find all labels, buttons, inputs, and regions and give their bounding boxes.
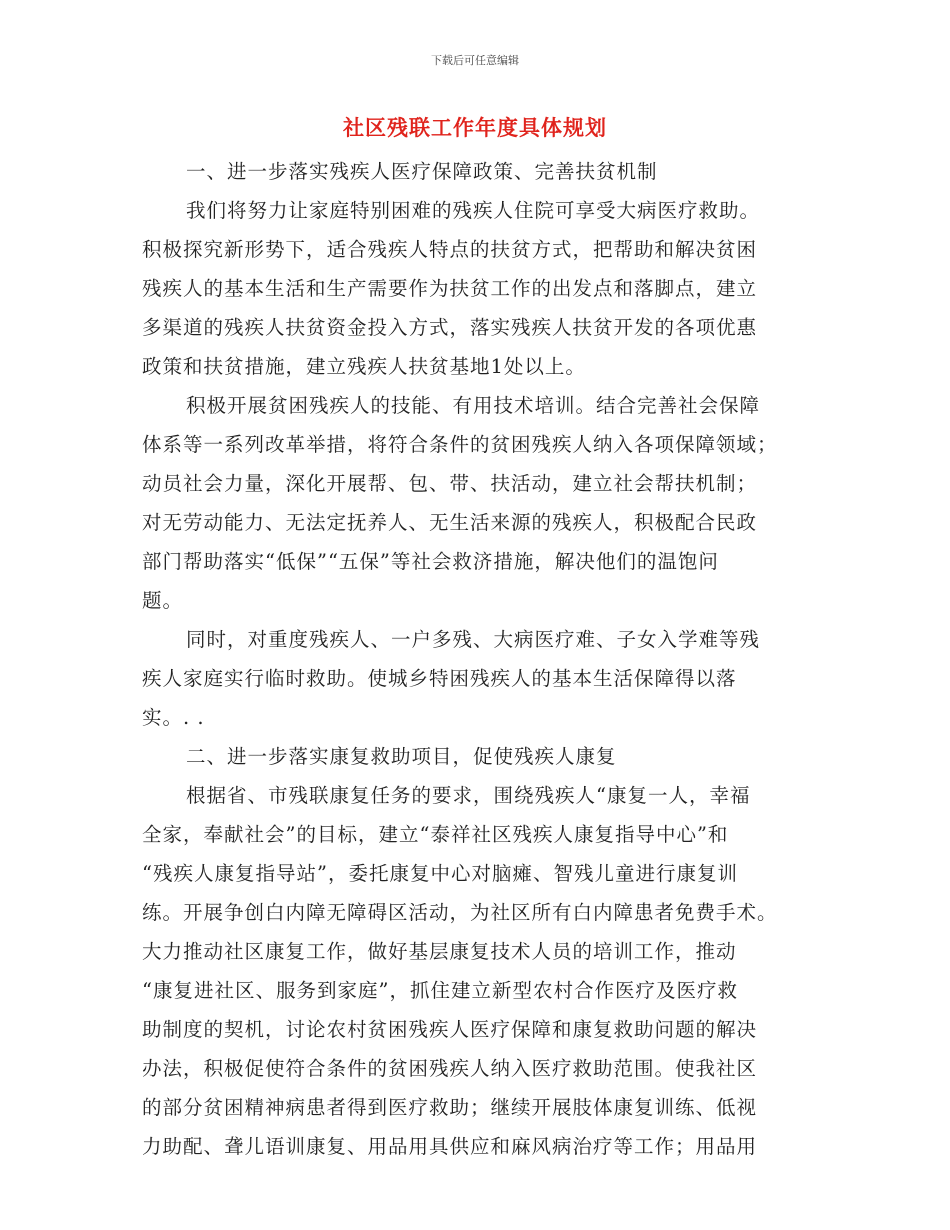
text-line: 一、进一步落实残疾人医疗保障政策、完善扶贫机制 — [186, 160, 658, 183]
text-line: 积极开展贫困残疾人的技能、有用技术培训。结合完善社会保障 — [186, 394, 761, 417]
text-line: 全家，奉献社会”的目标，建立“泰祥社区残疾人康复指导中心”和 — [142, 823, 729, 846]
text-line: 力助配、聋儿语训康复、用品用具供应和麻风病治疗等工作；用品用 — [142, 1135, 758, 1158]
text-line: 体系等一系列改革举措，将符合条件的贫困残疾人纳入各项保障领域； — [142, 433, 778, 456]
text-line: 练。开展争创白内障无障碍区活动，为社区所有白内障患者免费手术。 — [142, 901, 778, 924]
text-line: 的部分贫困精神病患者得到医疗救助；继续开展肢体康复训练、低视 — [142, 1096, 758, 1119]
text-line: 积极探究新形势下，适合残疾人特点的扶贫方式，把帮助和解决贫困 — [142, 238, 758, 261]
text-line: 同时，对重度残疾人、一户多残、大病医疗难、子女入学难等残 — [186, 628, 761, 651]
document-title: 社区残联工作年度具体规划 — [343, 116, 607, 140]
text-line: 我们将努力让家庭特别困难的残疾人住院可享受大病医疗救助。 — [186, 199, 761, 222]
text-line: 动员社会力量，深化开展帮、包、带、扶活动，建立社会帮扶机制； — [142, 472, 758, 495]
text-line: 对无劳动能力、无法定抚养人、无生活来源的残疾人，积极配合民政 — [142, 511, 758, 534]
text-line: 二、进一步落实康复救助项目，促使残疾人康复 — [186, 745, 617, 768]
text-line: 大力推动社区康复工作，做好基层康复技术人员的培训工作，推动 — [142, 940, 737, 963]
text-line: 根据省、市残联康复任务的要求，围绕残疾人“康复一人，幸福 — [186, 784, 751, 807]
text-line: 多渠道的残疾人扶贫资金投入方式，落实残疾人扶贫开发的各项优惠 — [142, 316, 758, 339]
text-line: 政策和扶贫措施，建立残疾人扶贫基地1处以上。 — [142, 355, 586, 378]
text-line: 题。 — [142, 589, 184, 612]
text-line: “康复进社区、服务到家庭”，抓住建立新型农村合作医疗及医疗救 — [142, 979, 738, 1002]
header-note: 下载后可任意编辑 — [431, 54, 519, 67]
text-line: 部门帮助落实“低保”“五保”等社会救济措施，解决他们的温饱问 — [142, 550, 719, 573]
text-line: 办法，积极促使符合条件的贫困残疾人纳入医疗救助范围。使我社区 — [142, 1057, 758, 1080]
text-line: 疾人家庭实行临时救助。使城乡特困残疾人的基本生活保障得以落 — [142, 667, 737, 690]
document-body — [142, 152, 810, 1166]
text-line: 实。. . — [142, 706, 205, 729]
text-line: 助制度的契机，讨论农村贫困残疾人医疗保障和康复救助问题的解决 — [142, 1018, 758, 1041]
text-line: “残疾人康复指导站”，委托康复中心对脑瘫、智残儿童进行康复训 — [142, 862, 738, 885]
text-line: 残疾人的基本生活和生产需要作为扶贫工作的出发点和落脚点，建立 — [142, 277, 758, 300]
